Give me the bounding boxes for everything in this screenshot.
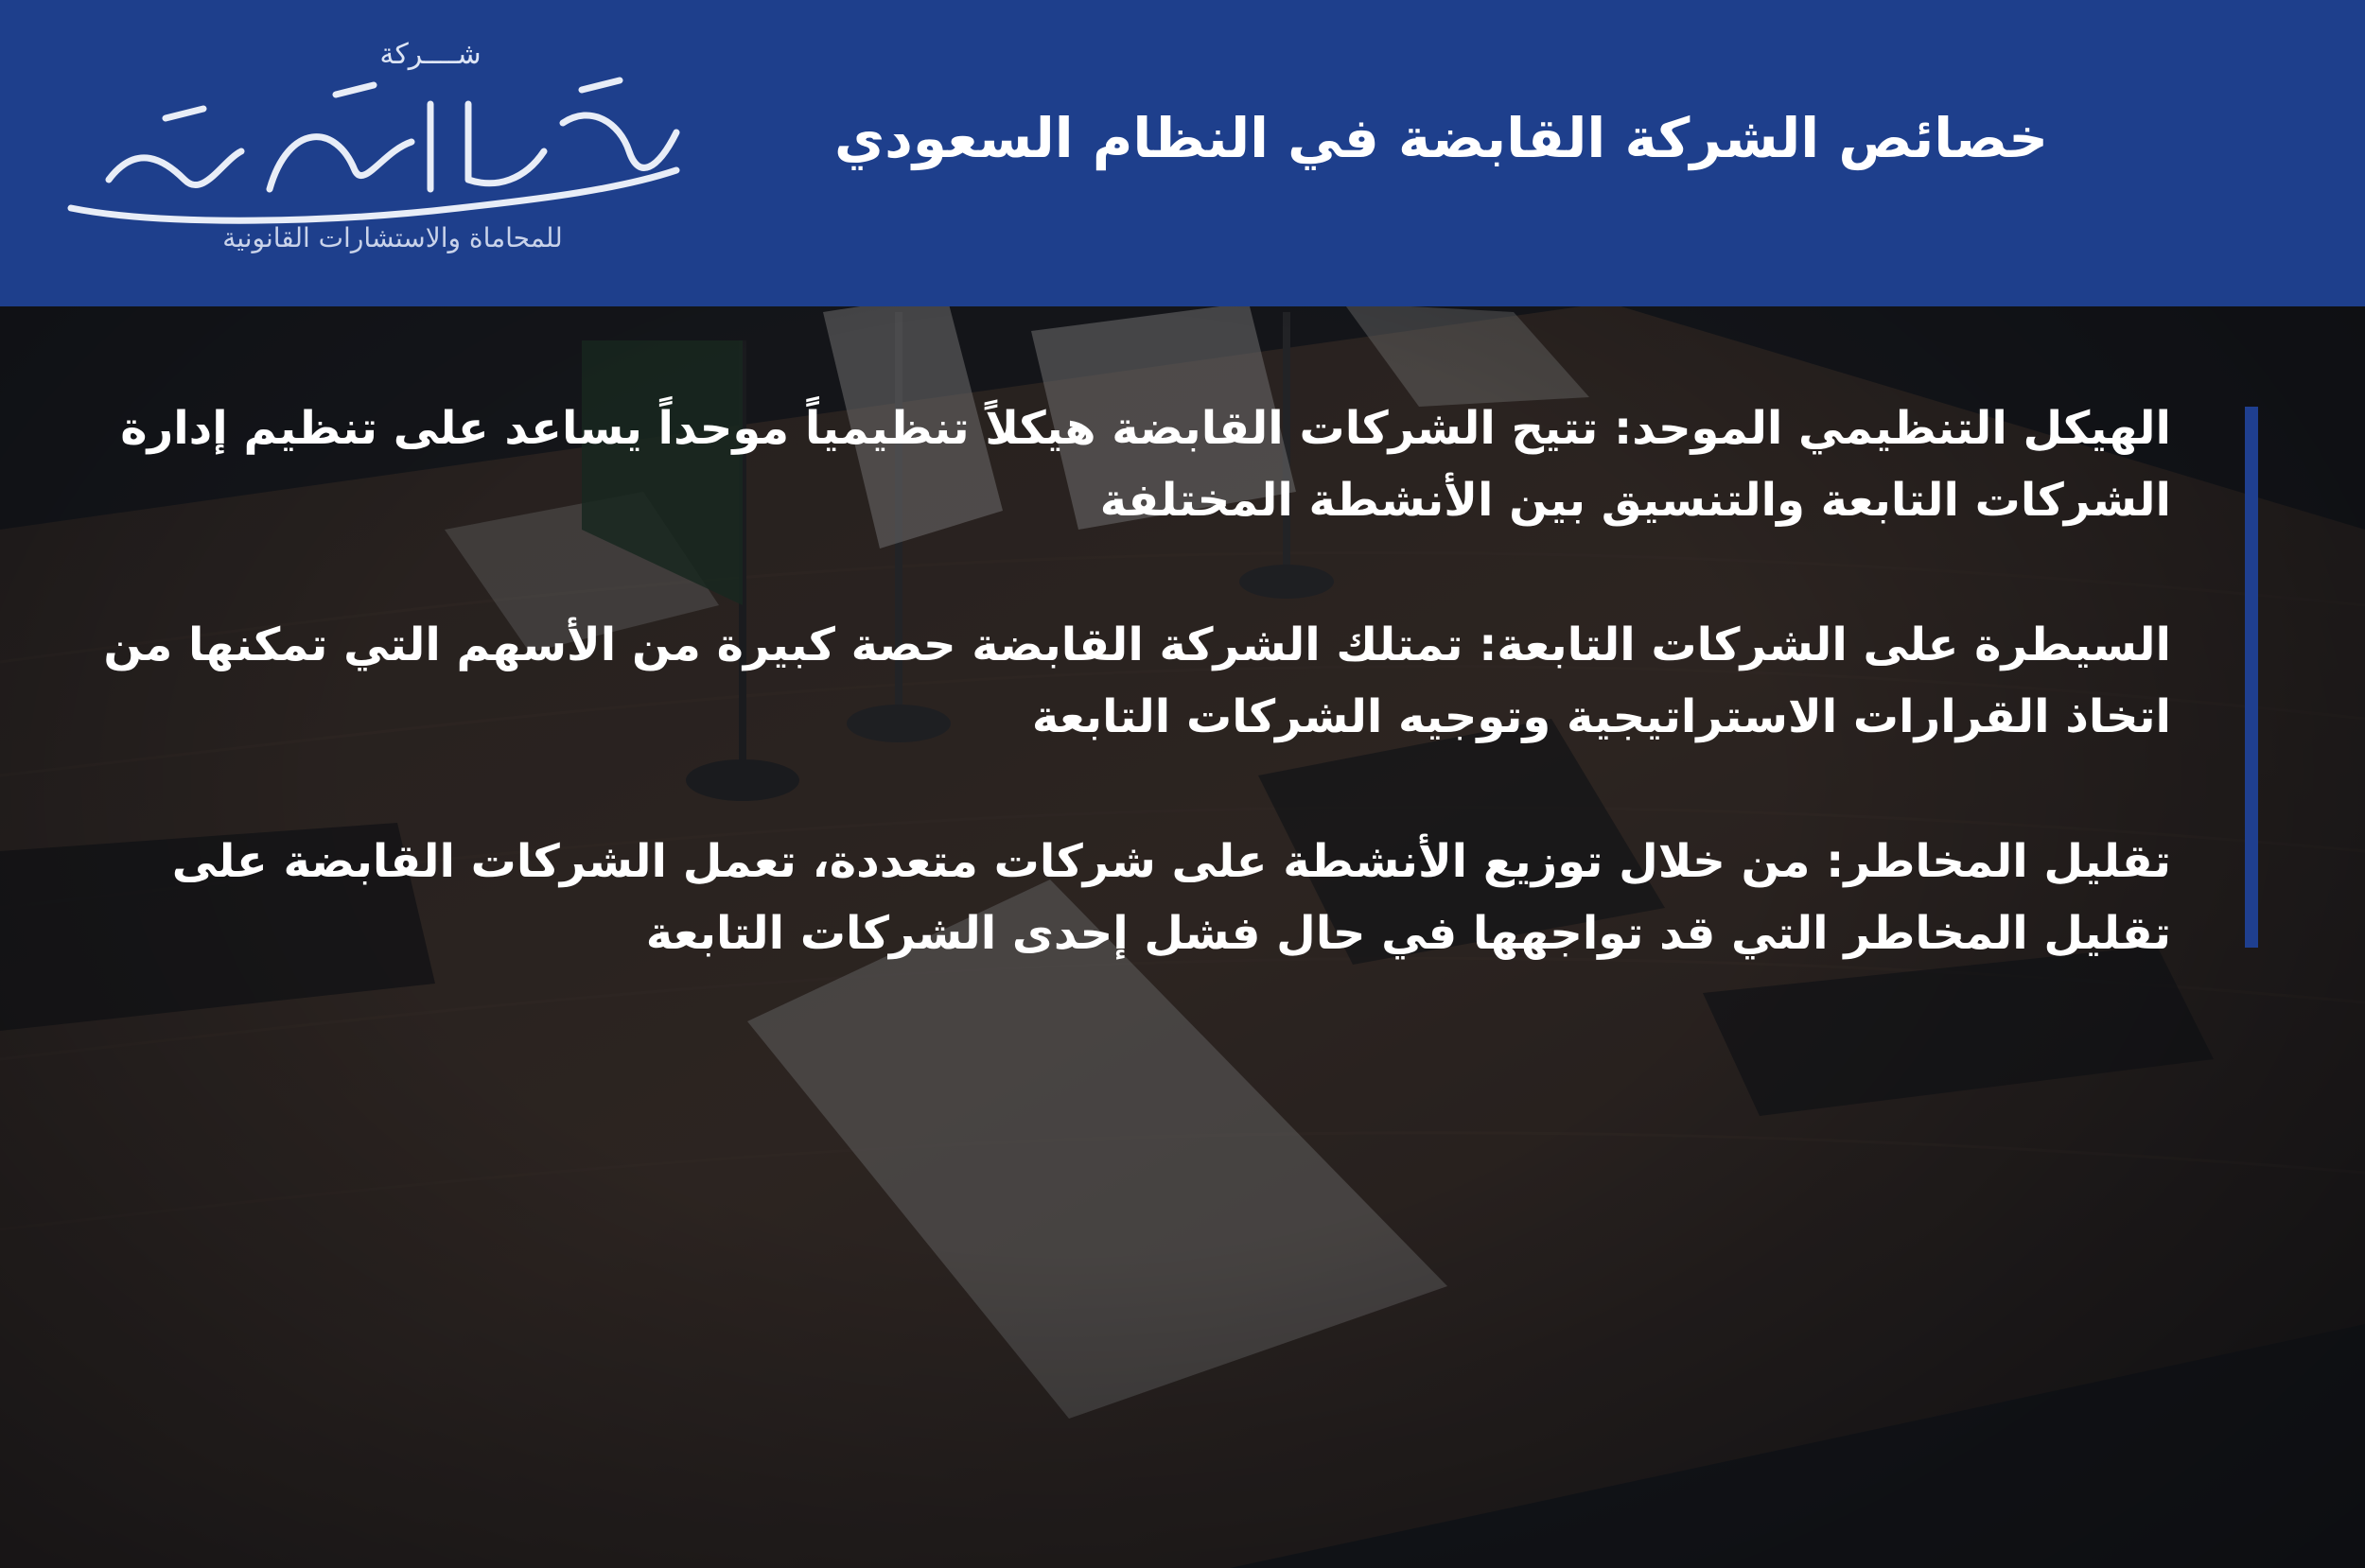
point-unified-structure: الهيكل التنظيمي الموحد: تتيح الشركات القابضة هيكلاً تنظيمياً موحداً يساعد على تنظيم إدارة الشركات التابعة والتنسيق بين الأنشطة المختلفة: [120, 402, 2171, 527]
accent-bar: [2245, 407, 2258, 948]
company-logo: [52, 28, 695, 274]
logo-company-word: شــــركة: [379, 38, 482, 71]
logo-calligraphy: [52, 66, 695, 236]
points-list: [43, 392, 2171, 1042]
page-title: خصائص الشركة القابضة في النظام السعودي: [833, 106, 2048, 170]
point-control-subsidiaries: السيطرة على الشركات التابعة: تمتلك الشركة القابضة حصة كبيرة من الأسهم التي تمكنها من اتخاذ القرارات الاستراتيجية وتوجيه الشركات التابعة: [103, 618, 2171, 743]
point-risk-reduction: تقليل المخاطر: من خلال توزيع الأنشطة على شركات متعددة، تعمل الشركات القابضة على تقليل المخاطر التي قد تواجهها في حال فشل إحدى الشركات التابعة: [171, 835, 2171, 960]
logo-tagline: للمحاماة والاستشارات القانونية: [222, 222, 563, 253]
header-band: [0, 0, 2365, 306]
